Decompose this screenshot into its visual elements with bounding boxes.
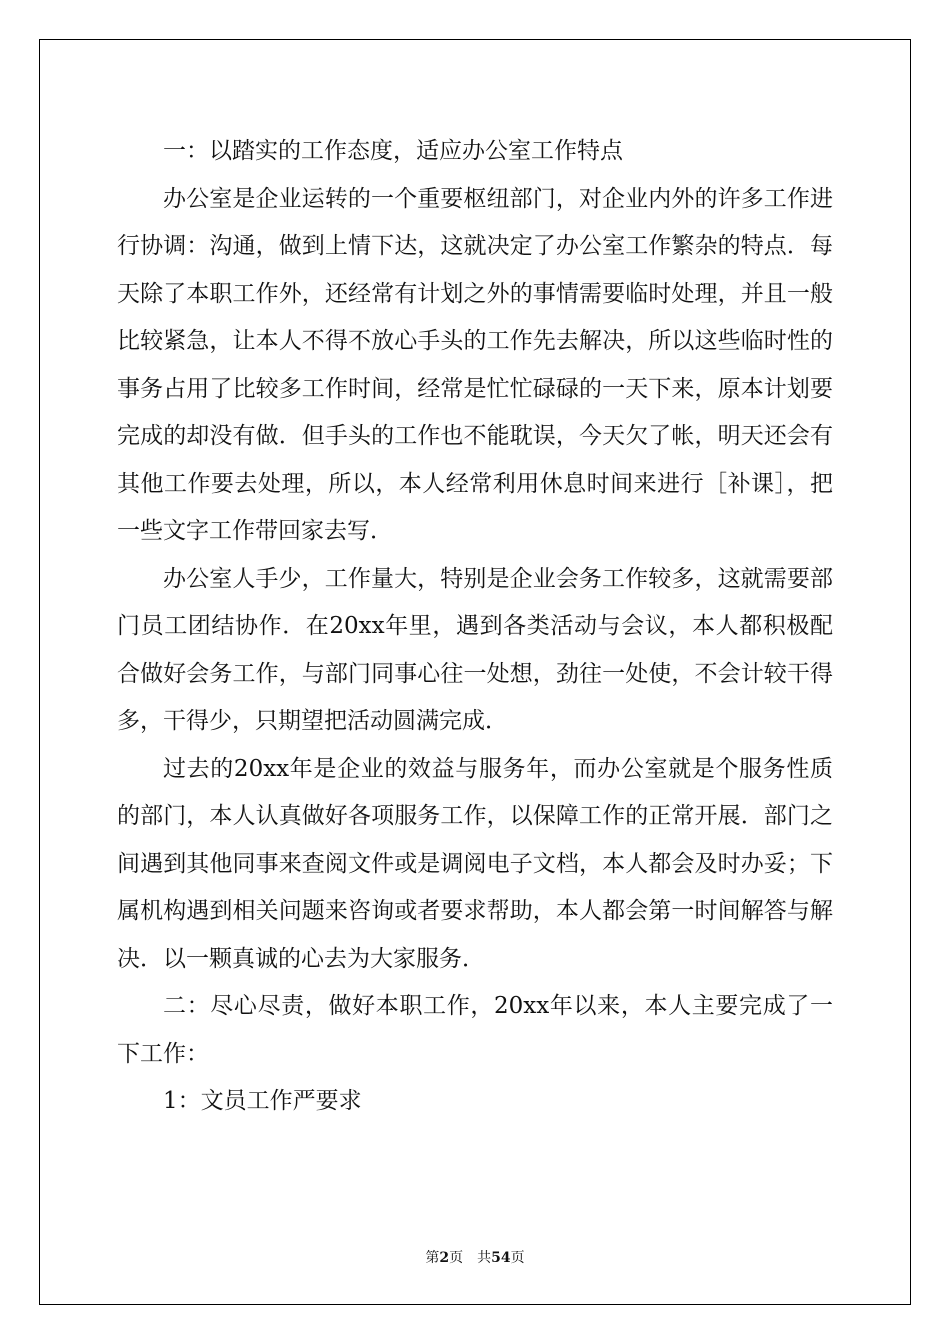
- page-footer: [0, 1247, 950, 1267]
- page-prefix: 第: [425, 1250, 440, 1266]
- heading-section-two: 二：尽心尽责，做好本职工作，20xx年以来，本人主要完成了一下工作：: [117, 993, 833, 1067]
- total-pages: 54: [491, 1250, 511, 1266]
- paragraph: 办公室人手少，工作量大，特别是企业会务工作较多，这就需要部门员工团结协作．在20xx年里，遇到各类活动与会议，本人都积极配合做好会务工作，与部门同事心往一处想，劲往一处使，不会计较干得多，干得少，只期望把活动圆满完成．: [117, 565, 833, 734]
- paragraph: 过去的20xx年是企业的效益与服务年，而办公室就是个服务性质的部门，本人认真做好各项服务工作，以保障工作的正常开展．部门之间遇到其他同事来查阅文件或是调阅电子文档，本人都会及时办妥；下属机构遇到相关问题来咨询或者要求帮助，本人都会第一时间解答与解决．以一颗真诚的心去为大家服务．: [117, 755, 833, 972]
- page-suffix: 页: [449, 1250, 464, 1266]
- total-prefix: 共: [477, 1250, 492, 1266]
- page-number: 2: [439, 1250, 450, 1266]
- document-body: [117, 128, 833, 1126]
- heading-section-one: 一：以踏实的工作态度，适应办公室工作特点: [163, 138, 623, 164]
- paragraph: 办公室是企业运转的一个重要枢纽部门，对企业内外的许多工作进行协调：沟通，做到上情下达，这就决定了办公室工作繁杂的特点．每天除了本职工作外，还经常有计划之外的事情需要临时处理，并且一般比较紧急，让本人不得不放心手头的工作先去解决，所以这些临时性的事务占用了比较多工作时间，经常是忙忙碌碌的一天下来，原本计划要完成的却没有做．但手头的工作也不能耽误，今天欠了帐，明天还会有其他工作要去处理，所以，本人经常利用休息时间来进行［补课］，把一些文字工作带回家去写．: [117, 185, 833, 544]
- total-suffix: 页: [510, 1250, 525, 1266]
- subheading-item-one: 1：文员工作严要求: [163, 1088, 362, 1114]
